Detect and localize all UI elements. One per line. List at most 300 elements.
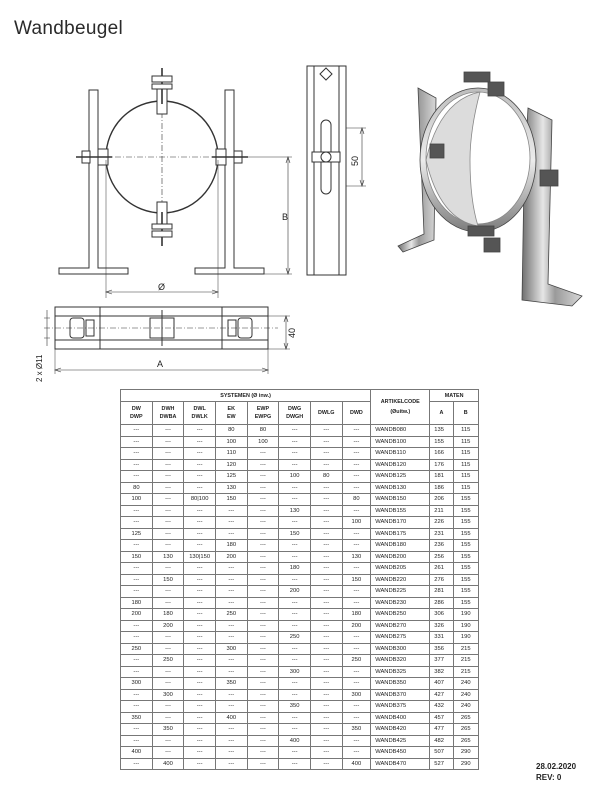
- system-cell: ---: [310, 712, 342, 724]
- maat-b-cell: 240: [453, 678, 478, 690]
- table-row: [121, 724, 479, 736]
- system-cell: ---: [184, 643, 216, 655]
- maat-a-cell: 181: [430, 471, 453, 483]
- system-cell: ---: [342, 436, 371, 448]
- system-cell: ---: [215, 632, 247, 644]
- maat-b-cell: 115: [453, 436, 478, 448]
- system-cell: 400: [215, 712, 247, 724]
- system-cell: ---: [152, 540, 184, 552]
- system-cell: 150: [279, 528, 311, 540]
- system-cell: ---: [152, 517, 184, 529]
- system-cell: ---: [184, 632, 216, 644]
- system-column-header: [184, 402, 216, 425]
- system-cell: ---: [184, 712, 216, 724]
- maat-b-cell: 290: [453, 758, 478, 770]
- maat-a-cell: 186: [430, 482, 453, 494]
- system-cell: ---: [279, 597, 311, 609]
- maat-b-cell: 115: [453, 471, 478, 483]
- table-row: [121, 620, 479, 632]
- system-cell: ---: [279, 517, 311, 529]
- maat-a-cell: 276: [430, 574, 453, 586]
- artikelcode-cell: WANDB370: [371, 689, 430, 701]
- system-cell: ---: [184, 747, 216, 759]
- system-column-header: [215, 402, 247, 425]
- maat-a-cell: 382: [430, 666, 453, 678]
- system-cell: ---: [184, 655, 216, 667]
- system-cell: ---: [310, 747, 342, 759]
- system-cell: ---: [184, 517, 216, 529]
- system-column-sublabel: DWGH: [286, 414, 304, 420]
- system-cell: ---: [215, 505, 247, 517]
- maat-a-cell: 457: [430, 712, 453, 724]
- system-cell: 350: [215, 678, 247, 690]
- maat-a-cell: 231: [430, 528, 453, 540]
- system-cell: ---: [342, 563, 371, 575]
- group-maten-header: MATEN: [430, 390, 479, 402]
- table-row: [121, 643, 479, 655]
- dim-50-label: 50: [350, 155, 360, 166]
- table-row: [121, 712, 479, 724]
- system-cell: 130: [279, 505, 311, 517]
- system-cell: ---: [247, 724, 279, 736]
- system-cell: ---: [184, 620, 216, 632]
- system-cell: 130: [215, 482, 247, 494]
- system-cell: ---: [247, 747, 279, 759]
- artikelcode-cell: WANDB470: [371, 758, 430, 770]
- system-cell: ---: [342, 747, 371, 759]
- system-cell: 300: [342, 689, 371, 701]
- system-cell: ---: [121, 563, 153, 575]
- system-cell: ---: [279, 678, 311, 690]
- system-cell: ---: [121, 471, 153, 483]
- system-cell: ---: [310, 551, 342, 563]
- maat-a-cell: 206: [430, 494, 453, 506]
- system-cell: 180: [279, 563, 311, 575]
- system-cell: ---: [279, 551, 311, 563]
- system-cell: ---: [247, 517, 279, 529]
- system-cell: ---: [247, 459, 279, 471]
- artikelcode-cell: WANDB175: [371, 528, 430, 540]
- table-row: [121, 609, 479, 621]
- maat-b-cell: 190: [453, 632, 478, 644]
- system-cell: ---: [215, 655, 247, 667]
- maat-a-cell: 256: [430, 551, 453, 563]
- system-cell: 200: [215, 551, 247, 563]
- maat-a-cell: 331: [430, 632, 453, 644]
- artikelcode-cell: WANDB420: [371, 724, 430, 736]
- system-cell: 350: [279, 701, 311, 713]
- system-cell: 110: [215, 448, 247, 460]
- artikelcode-cell: WANDB400: [371, 712, 430, 724]
- artikelcode-cell: WANDB270: [371, 620, 430, 632]
- system-cell: ---: [121, 689, 153, 701]
- system-cell: ---: [310, 609, 342, 621]
- system-cell: 350: [342, 724, 371, 736]
- system-cell: 400: [279, 735, 311, 747]
- system-cell: ---: [152, 586, 184, 598]
- system-cell: ---: [310, 540, 342, 552]
- system-cell: ---: [247, 551, 279, 563]
- system-cell: 100: [279, 471, 311, 483]
- maat-a-cell: 211: [430, 505, 453, 517]
- system-cell: 300: [152, 689, 184, 701]
- maat-a-cell: 326: [430, 620, 453, 632]
- system-cell: ---: [310, 528, 342, 540]
- maat-b-cell: 215: [453, 655, 478, 667]
- system-cell: ---: [342, 712, 371, 724]
- system-cell: ---: [279, 689, 311, 701]
- system-cell: 80: [342, 494, 371, 506]
- system-column-sublabel: DWP: [130, 414, 143, 420]
- system-cell: ---: [215, 701, 247, 713]
- system-cell: 130: [342, 551, 371, 563]
- maat-b-cell: 115: [453, 425, 478, 437]
- maat-a-cell: 377: [430, 655, 453, 667]
- system-cell: 300: [121, 678, 153, 690]
- system-column-label: DW: [131, 406, 141, 412]
- system-cell: ---: [310, 563, 342, 575]
- system-cell: ---: [152, 678, 184, 690]
- system-cell: ---: [184, 425, 216, 437]
- maat-b-cell: 265: [453, 735, 478, 747]
- system-cell: ---: [310, 586, 342, 598]
- system-cell: 400: [342, 758, 371, 770]
- system-cell: ---: [279, 620, 311, 632]
- system-cell: ---: [184, 701, 216, 713]
- system-cell: ---: [152, 425, 184, 437]
- system-cell: ---: [152, 701, 184, 713]
- system-cell: ---: [247, 574, 279, 586]
- table-row: [121, 758, 479, 770]
- system-cell: ---: [310, 448, 342, 460]
- system-cell: 150: [121, 551, 153, 563]
- artikelcode-cell: WANDB200: [371, 551, 430, 563]
- system-cell: ---: [310, 758, 342, 770]
- system-cell: ---: [184, 666, 216, 678]
- artikelcode-cell: WANDB150: [371, 494, 430, 506]
- system-cell: ---: [121, 586, 153, 598]
- maat-b-cell: 190: [453, 620, 478, 632]
- system-cell: ---: [279, 574, 311, 586]
- system-cell: ---: [342, 666, 371, 678]
- system-cell: 180: [215, 540, 247, 552]
- table-row: [121, 505, 479, 517]
- maat-b-cell: 155: [453, 540, 478, 552]
- artikelcode-label: ARTIKELCODE: [380, 399, 420, 405]
- table-row: [121, 597, 479, 609]
- artikelcode-cell: WANDB320: [371, 655, 430, 667]
- system-cell: ---: [247, 609, 279, 621]
- system-cell: ---: [152, 436, 184, 448]
- system-cell: ---: [247, 689, 279, 701]
- system-cell: 200: [342, 620, 371, 632]
- system-column-header: [342, 402, 371, 425]
- maat-b-cell: 115: [453, 482, 478, 494]
- system-cell: ---: [121, 735, 153, 747]
- system-cell: 80: [121, 482, 153, 494]
- maat-b-cell: 155: [453, 505, 478, 517]
- system-cell: 80: [247, 425, 279, 437]
- technical-drawings: [0, 0, 600, 385]
- system-cell: 125: [121, 528, 153, 540]
- table-row: [121, 655, 479, 667]
- system-cell: 130: [152, 551, 184, 563]
- system-cell: ---: [215, 528, 247, 540]
- artikelcode-cell: WANDB250: [371, 609, 430, 621]
- system-cell: 250: [279, 632, 311, 644]
- system-cell: ---: [184, 678, 216, 690]
- table-row: [121, 494, 479, 506]
- system-cell: ---: [247, 701, 279, 713]
- system-cell: ---: [247, 540, 279, 552]
- system-cell: 250: [121, 643, 153, 655]
- system-cell: ---: [184, 563, 216, 575]
- system-cell: ---: [247, 563, 279, 575]
- table-row: [121, 551, 479, 563]
- dim-b-label: B: [282, 212, 289, 222]
- system-cell: ---: [121, 425, 153, 437]
- system-column-label: EWP: [256, 406, 270, 412]
- system-column-header: [152, 402, 184, 425]
- system-cell: 125: [215, 471, 247, 483]
- system-cell: 200: [121, 609, 153, 621]
- system-column-label: DWH: [161, 406, 175, 412]
- artikelcode-cell: WANDB225: [371, 586, 430, 598]
- system-cell: ---: [279, 482, 311, 494]
- artikelcode-cell: WANDB180: [371, 540, 430, 552]
- system-cell: ---: [279, 436, 311, 448]
- table-row: [121, 528, 479, 540]
- wall-bracket-3d-image: [398, 72, 582, 306]
- revision-block: [536, 761, 576, 783]
- system-column-sublabel: DWLK: [191, 414, 208, 420]
- table-row: [121, 689, 479, 701]
- system-cell: ---: [215, 597, 247, 609]
- system-cell: ---: [215, 666, 247, 678]
- system-cell: ---: [310, 574, 342, 586]
- system-cell: ---: [152, 448, 184, 460]
- maat-a-cell: 176: [430, 459, 453, 471]
- system-cell: ---: [279, 448, 311, 460]
- system-cell: ---: [152, 505, 184, 517]
- system-cell: ---: [342, 678, 371, 690]
- system-cell: ---: [121, 505, 153, 517]
- artikelcode-cell: WANDB170: [371, 517, 430, 529]
- system-cell: ---: [184, 609, 216, 621]
- col-header-a: A: [430, 402, 453, 425]
- system-cell: ---: [247, 494, 279, 506]
- system-cell: ---: [121, 448, 153, 460]
- maat-b-cell: 155: [453, 586, 478, 598]
- system-cell: ---: [310, 517, 342, 529]
- system-cell: ---: [310, 482, 342, 494]
- maat-b-cell: 115: [453, 459, 478, 471]
- system-cell: ---: [184, 689, 216, 701]
- maat-a-cell: 166: [430, 448, 453, 460]
- top-view-drawing: [44, 307, 290, 374]
- system-cell: ---: [184, 471, 216, 483]
- maat-a-cell: 236: [430, 540, 453, 552]
- system-cell: ---: [310, 678, 342, 690]
- system-cell: ---: [310, 724, 342, 736]
- system-cell: ---: [279, 540, 311, 552]
- table-row: [121, 482, 479, 494]
- system-cell: ---: [152, 643, 184, 655]
- system-cell: ---: [215, 689, 247, 701]
- system-cell: ---: [279, 643, 311, 655]
- system-column-sublabel: DWBA: [159, 414, 177, 420]
- table-row: [121, 425, 479, 437]
- system-cell: 100: [121, 494, 153, 506]
- system-cell: ---: [184, 436, 216, 448]
- table-row: [121, 540, 479, 552]
- system-cell: 180: [152, 609, 184, 621]
- maat-a-cell: 432: [430, 701, 453, 713]
- system-cell: 120: [215, 459, 247, 471]
- maat-b-cell: 155: [453, 494, 478, 506]
- system-cell: ---: [215, 758, 247, 770]
- system-cell: ---: [342, 597, 371, 609]
- system-cell: ---: [342, 701, 371, 713]
- system-cell: 180: [342, 609, 371, 621]
- system-cell: ---: [279, 609, 311, 621]
- artikelcode-cell: WANDB350: [371, 678, 430, 690]
- system-cell: ---: [184, 482, 216, 494]
- system-cell: ---: [247, 655, 279, 667]
- system-cell: ---: [342, 505, 371, 517]
- system-cell: ---: [247, 678, 279, 690]
- system-cell: 250: [342, 655, 371, 667]
- system-cell: ---: [342, 632, 371, 644]
- system-cell: 100: [215, 436, 247, 448]
- system-cell: ---: [310, 643, 342, 655]
- system-column-header: [247, 402, 279, 425]
- system-cell: ---: [310, 701, 342, 713]
- maat-b-cell: 265: [453, 724, 478, 736]
- system-cell: 80: [215, 425, 247, 437]
- system-cell: ---: [247, 528, 279, 540]
- table-row: [121, 747, 479, 759]
- maat-b-cell: 215: [453, 643, 478, 655]
- system-cell: ---: [121, 655, 153, 667]
- system-cell: ---: [310, 620, 342, 632]
- maat-a-cell: 155: [430, 436, 453, 448]
- system-cell: ---: [184, 448, 216, 460]
- system-cell: 200: [152, 620, 184, 632]
- system-column-sublabel: EWPG: [254, 414, 272, 420]
- front-view-drawing: [59, 68, 292, 298]
- system-column-label: EK: [227, 406, 236, 412]
- artikelcode-cell: WANDB275: [371, 632, 430, 644]
- system-cell: 350: [152, 724, 184, 736]
- system-cell: ---: [342, 471, 371, 483]
- maat-b-cell: 155: [453, 597, 478, 609]
- maat-a-cell: 482: [430, 735, 453, 747]
- side-view-drawing: [307, 66, 366, 275]
- system-cell: ---: [215, 724, 247, 736]
- system-cell: ---: [247, 448, 279, 460]
- system-cell: ---: [184, 528, 216, 540]
- maat-b-cell: 155: [453, 517, 478, 529]
- system-cell: 100: [342, 517, 371, 529]
- maat-a-cell: 286: [430, 597, 453, 609]
- system-cell: ---: [310, 632, 342, 644]
- system-cell: ---: [310, 459, 342, 471]
- system-cell: ---: [279, 494, 311, 506]
- system-cell: ---: [279, 758, 311, 770]
- artikelcode-cell: WANDB125: [371, 471, 430, 483]
- dim-a-label: A: [157, 359, 164, 369]
- system-cell: 400: [121, 747, 153, 759]
- system-cell: ---: [342, 586, 371, 598]
- system-cell: ---: [279, 655, 311, 667]
- maat-a-cell: 281: [430, 586, 453, 598]
- system-cell: ---: [121, 459, 153, 471]
- maat-a-cell: 407: [430, 678, 453, 690]
- table-row: [121, 563, 479, 575]
- artikelcode-cell: WANDB155: [371, 505, 430, 517]
- system-cell: ---: [121, 540, 153, 552]
- system-cell: ---: [121, 632, 153, 644]
- system-cell: ---: [247, 482, 279, 494]
- maat-a-cell: 306: [430, 609, 453, 621]
- dim-holes-label: 2 x Ø11: [35, 354, 44, 382]
- system-cell: 350: [121, 712, 153, 724]
- system-cell: ---: [342, 643, 371, 655]
- artikelcode-cell: WANDB300: [371, 643, 430, 655]
- system-cell: ---: [184, 597, 216, 609]
- artikelcode-cell: WANDB205: [371, 563, 430, 575]
- col-header-b: B: [453, 402, 478, 425]
- system-cell: 200: [279, 586, 311, 598]
- system-cell: ---: [247, 666, 279, 678]
- system-cell: 300: [279, 666, 311, 678]
- system-cell: ---: [152, 666, 184, 678]
- system-cell: ---: [342, 459, 371, 471]
- system-column-label: DWG: [288, 406, 302, 412]
- system-cell: ---: [247, 735, 279, 747]
- system-cell: ---: [121, 620, 153, 632]
- system-cell: ---: [152, 459, 184, 471]
- system-cell: ---: [152, 712, 184, 724]
- maat-a-cell: 477: [430, 724, 453, 736]
- system-cell: ---: [247, 632, 279, 644]
- artikelcode-cell: WANDB130: [371, 482, 430, 494]
- group-artikelcode-header: [371, 390, 430, 425]
- table-row: [121, 517, 479, 529]
- system-cell: ---: [310, 425, 342, 437]
- system-column-sublabel: EW: [226, 414, 236, 420]
- system-cell: ---: [184, 724, 216, 736]
- system-cell: ---: [215, 735, 247, 747]
- system-cell: ---: [342, 482, 371, 494]
- system-cell: ---: [310, 689, 342, 701]
- system-column-label: DWL: [193, 406, 206, 412]
- system-cell: ---: [184, 459, 216, 471]
- system-cell: ---: [152, 494, 184, 506]
- maat-b-cell: 190: [453, 609, 478, 621]
- page-title: Wandbeugel: [14, 18, 123, 39]
- system-cell: ---: [247, 712, 279, 724]
- system-cell: ---: [121, 666, 153, 678]
- revision-date: 28.02.2020: [536, 762, 577, 771]
- system-cell: ---: [247, 586, 279, 598]
- table-row: [121, 574, 479, 586]
- system-cell: 180: [121, 597, 153, 609]
- system-cell: ---: [152, 632, 184, 644]
- system-cell: ---: [152, 528, 184, 540]
- dim-diameter-label: Ø: [158, 282, 166, 292]
